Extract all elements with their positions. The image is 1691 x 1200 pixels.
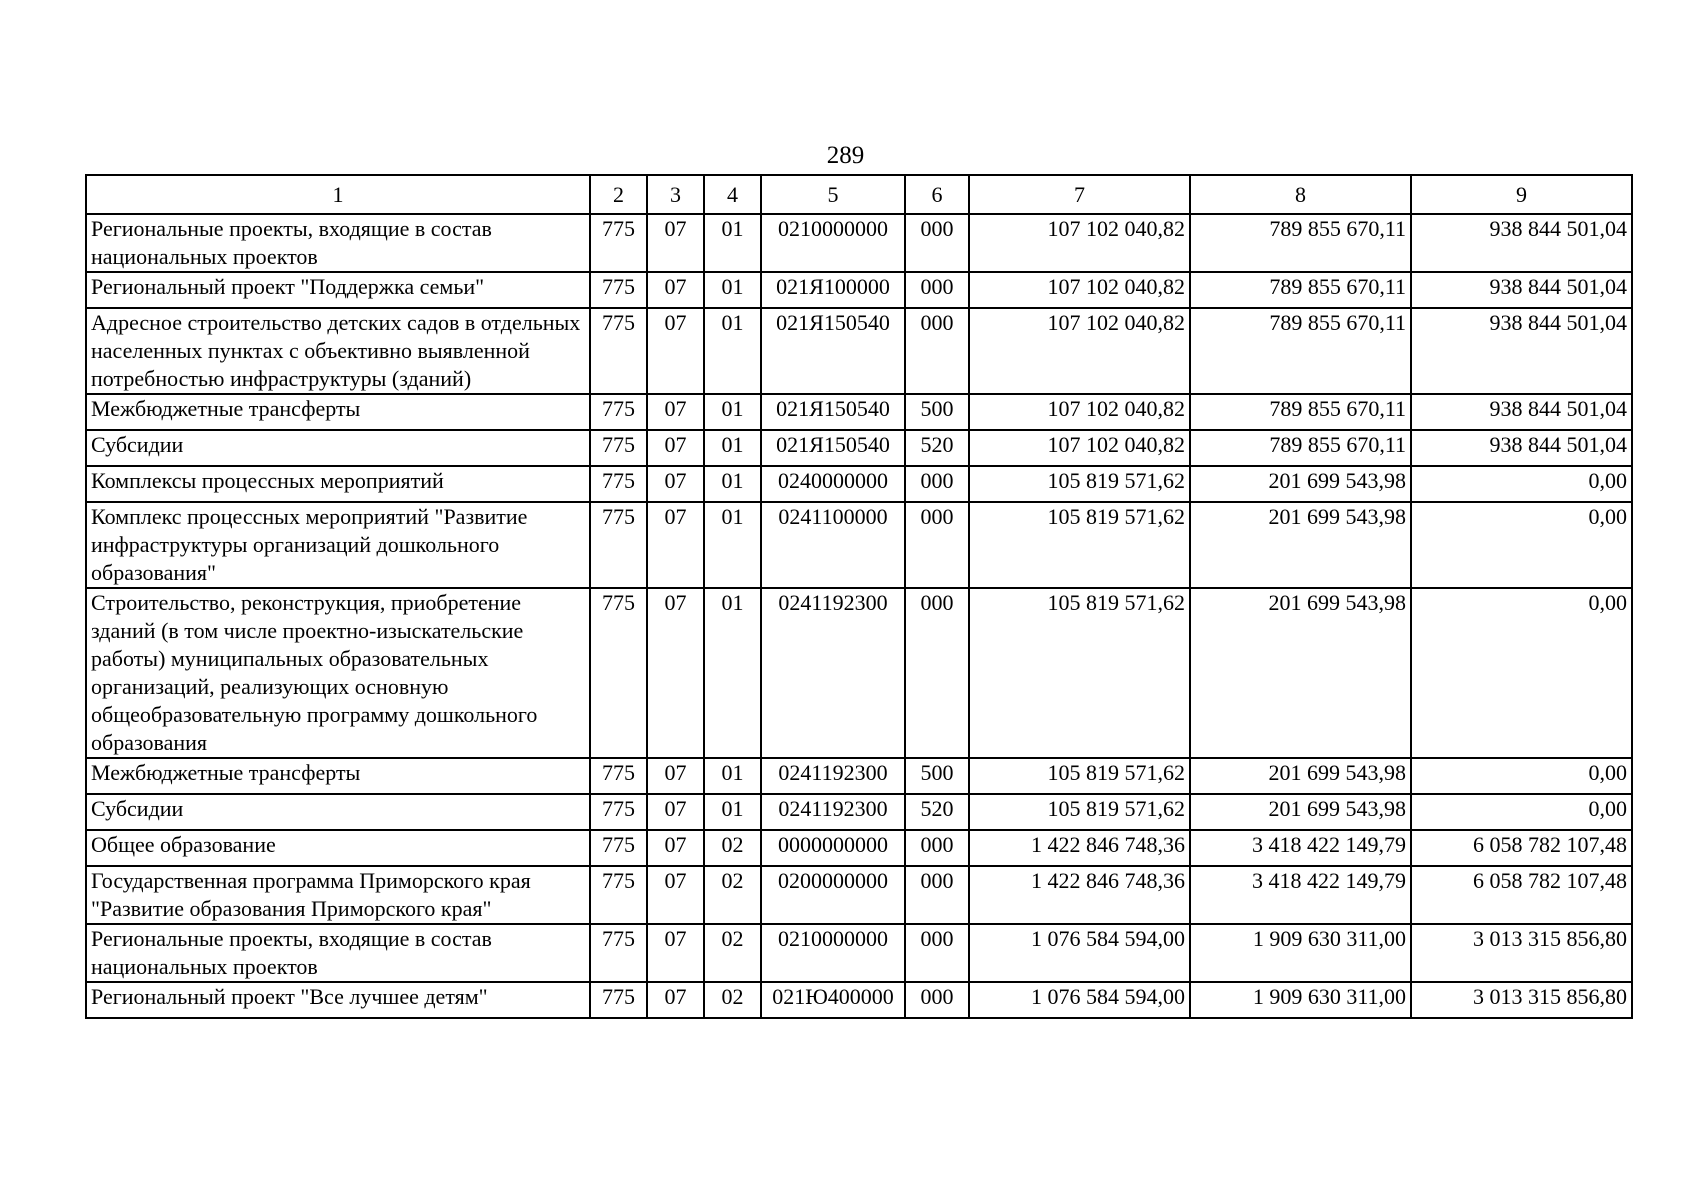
cell-target-article: 021Я100000 — [761, 272, 905, 308]
cell-subsection: 01 — [704, 308, 761, 394]
cell-ministry: 775 — [590, 502, 647, 588]
cell-amount-col9: 3 013 315 856,80 — [1411, 924, 1632, 982]
cell-ministry: 775 — [590, 272, 647, 308]
cell-ministry: 775 — [590, 214, 647, 272]
cell-target-article: 0241192300 — [761, 794, 905, 830]
cell-amount-col9: 938 844 501,04 — [1411, 214, 1632, 272]
cell-amount-col9: 0,00 — [1411, 794, 1632, 830]
cell-amount-col8: 1 909 630 311,00 — [1190, 982, 1411, 1018]
cell-amount-col7: 107 102 040,82 — [969, 308, 1190, 394]
cell-amount-col8: 789 855 670,11 — [1190, 272, 1411, 308]
cell-section: 07 — [647, 794, 704, 830]
cell-amount-col9: 0,00 — [1411, 466, 1632, 502]
cell-amount-col8: 201 699 543,98 — [1190, 588, 1411, 758]
cell-expense-type: 000 — [905, 588, 969, 758]
table-row — [86, 308, 1632, 394]
cell-amount-col9: 938 844 501,04 — [1411, 272, 1632, 308]
cell-target-article: 0000000000 — [761, 830, 905, 866]
cell-expense-type: 500 — [905, 758, 969, 794]
cell-expense-type: 000 — [905, 308, 969, 394]
cell-target-article: 021Я150540 — [761, 308, 905, 394]
cell-amount-col7: 1 422 846 748,36 — [969, 866, 1190, 924]
cell-expense-type: 000 — [905, 866, 969, 924]
cell-subsection: 02 — [704, 866, 761, 924]
cell-amount-col8: 789 855 670,11 — [1190, 214, 1411, 272]
table-row — [86, 794, 1632, 830]
cell-ministry: 775 — [590, 758, 647, 794]
row-name: Региональный проект "Все лучшее детям" — [86, 982, 590, 1018]
table-row — [86, 830, 1632, 866]
table-row — [86, 982, 1632, 1018]
cell-amount-col8: 3 418 422 149,79 — [1190, 830, 1411, 866]
cell-ministry: 775 — [590, 794, 647, 830]
cell-target-article: 0210000000 — [761, 214, 905, 272]
cell-subsection: 01 — [704, 502, 761, 588]
column-header: 7 — [969, 175, 1190, 214]
cell-ministry: 775 — [590, 466, 647, 502]
cell-subsection: 02 — [704, 924, 761, 982]
cell-ministry: 775 — [590, 982, 647, 1018]
cell-target-article: 0240000000 — [761, 466, 905, 502]
row-name: Региональные проекты, входящие в состав национальных проектов — [86, 924, 590, 982]
table-row — [86, 924, 1632, 982]
column-header: 8 — [1190, 175, 1411, 214]
table-row — [86, 214, 1632, 272]
cell-subsection: 01 — [704, 214, 761, 272]
column-header: 9 — [1411, 175, 1632, 214]
cell-amount-col8: 789 855 670,11 — [1190, 430, 1411, 466]
cell-section: 07 — [647, 502, 704, 588]
cell-subsection: 01 — [704, 466, 761, 502]
cell-amount-col8: 1 909 630 311,00 — [1190, 924, 1411, 982]
cell-amount-col9: 3 013 315 856,80 — [1411, 982, 1632, 1018]
cell-section: 07 — [647, 466, 704, 502]
cell-amount-col8: 201 699 543,98 — [1190, 466, 1411, 502]
cell-ministry: 775 — [590, 430, 647, 466]
cell-amount-col8: 789 855 670,11 — [1190, 308, 1411, 394]
column-header: 3 — [647, 175, 704, 214]
cell-subsection: 02 — [704, 830, 761, 866]
cell-section: 07 — [647, 830, 704, 866]
row-name: Комплексы процессных мероприятий — [86, 466, 590, 502]
cell-subsection: 01 — [704, 272, 761, 308]
cell-amount-col7: 107 102 040,82 — [969, 214, 1190, 272]
cell-target-article: 021Я150540 — [761, 430, 905, 466]
row-name: Региональные проекты, входящие в состав национальных проектов — [86, 214, 590, 272]
cell-amount-col9: 938 844 501,04 — [1411, 394, 1632, 430]
cell-expense-type: 000 — [905, 272, 969, 308]
cell-expense-type: 000 — [905, 466, 969, 502]
cell-section: 07 — [647, 214, 704, 272]
cell-amount-col7: 105 819 571,62 — [969, 502, 1190, 588]
row-name: Межбюджетные трансферты — [86, 394, 590, 430]
table-row — [86, 394, 1632, 430]
cell-amount-col7: 1 076 584 594,00 — [969, 982, 1190, 1018]
column-header: 6 — [905, 175, 969, 214]
cell-amount-col7: 105 819 571,62 — [969, 758, 1190, 794]
cell-amount-col7: 105 819 571,62 — [969, 466, 1190, 502]
cell-ministry: 775 — [590, 394, 647, 430]
cell-amount-col7: 107 102 040,82 — [969, 272, 1190, 308]
cell-amount-col7: 105 819 571,62 — [969, 588, 1190, 758]
cell-amount-col7: 107 102 040,82 — [969, 394, 1190, 430]
cell-target-article: 0241100000 — [761, 502, 905, 588]
cell-subsection: 01 — [704, 430, 761, 466]
cell-expense-type: 000 — [905, 502, 969, 588]
cell-amount-col8: 3 418 422 149,79 — [1190, 866, 1411, 924]
cell-amount-col8: 201 699 543,98 — [1190, 502, 1411, 588]
cell-ministry: 775 — [590, 830, 647, 866]
row-name: Адресное строительство детских садов в отдельных населенных пунктах с объективно выявленной потребностью инфраструктуры (зданий) — [86, 308, 590, 394]
column-number-row — [86, 175, 1632, 214]
cell-amount-col9: 6 058 782 107,48 — [1411, 830, 1632, 866]
cell-subsection: 01 — [704, 588, 761, 758]
row-name: Региональный проект "Поддержка семьи" — [86, 272, 590, 308]
table-row — [86, 466, 1632, 502]
cell-amount-col7: 1 422 846 748,36 — [969, 830, 1190, 866]
cell-section: 07 — [647, 866, 704, 924]
cell-subsection: 02 — [704, 982, 761, 1018]
row-name: Комплекс процессных мероприятий "Развитие инфраструктуры организаций дошкольного образования" — [86, 502, 590, 588]
cell-amount-col8: 201 699 543,98 — [1190, 794, 1411, 830]
cell-amount-col9: 0,00 — [1411, 588, 1632, 758]
table-row — [86, 866, 1632, 924]
column-header: 4 — [704, 175, 761, 214]
table-row — [86, 272, 1632, 308]
cell-section: 07 — [647, 272, 704, 308]
cell-amount-col8: 789 855 670,11 — [1190, 394, 1411, 430]
cell-section: 07 — [647, 588, 704, 758]
row-name: Субсидии — [86, 794, 590, 830]
cell-subsection: 01 — [704, 794, 761, 830]
cell-ministry: 775 — [590, 588, 647, 758]
table-row — [86, 758, 1632, 794]
cell-section: 07 — [647, 924, 704, 982]
cell-target-article: 021Я150540 — [761, 394, 905, 430]
column-header: 1 — [86, 175, 590, 214]
cell-section: 07 — [647, 430, 704, 466]
cell-amount-col8: 201 699 543,98 — [1190, 758, 1411, 794]
page-number: 289 — [826, 142, 865, 169]
cell-target-article: 0241192300 — [761, 588, 905, 758]
cell-target-article: 0200000000 — [761, 866, 905, 924]
cell-expense-type: 520 — [905, 794, 969, 830]
cell-amount-col9: 938 844 501,04 — [1411, 308, 1632, 394]
cell-target-article: 0210000000 — [761, 924, 905, 982]
budget-table — [85, 174, 1633, 1019]
cell-expense-type: 500 — [905, 394, 969, 430]
cell-ministry: 775 — [590, 924, 647, 982]
table-body — [86, 214, 1632, 1018]
row-name: Государственная программа Приморского края "Развитие образования Приморского края" — [86, 866, 590, 924]
cell-expense-type: 000 — [905, 982, 969, 1018]
cell-amount-col9: 6 058 782 107,48 — [1411, 866, 1632, 924]
cell-amount-col9: 938 844 501,04 — [1411, 430, 1632, 466]
cell-expense-type: 000 — [905, 214, 969, 272]
cell-expense-type: 000 — [905, 924, 969, 982]
cell-amount-col7: 105 819 571,62 — [969, 794, 1190, 830]
table-row — [86, 430, 1632, 466]
cell-amount-col7: 1 076 584 594,00 — [969, 924, 1190, 982]
row-name: Межбюджетные трансферты — [86, 758, 590, 794]
cell-expense-type: 520 — [905, 430, 969, 466]
cell-subsection: 01 — [704, 394, 761, 430]
cell-amount-col9: 0,00 — [1411, 502, 1632, 588]
cell-amount-col9: 0,00 — [1411, 758, 1632, 794]
column-header: 2 — [590, 175, 647, 214]
cell-ministry: 775 — [590, 866, 647, 924]
table-row — [86, 588, 1632, 758]
cell-section: 07 — [647, 982, 704, 1018]
cell-section: 07 — [647, 394, 704, 430]
row-name: Субсидии — [86, 430, 590, 466]
cell-ministry: 775 — [590, 308, 647, 394]
cell-subsection: 01 — [704, 758, 761, 794]
row-name: Общее образование — [86, 830, 590, 866]
cell-expense-type: 000 — [905, 830, 969, 866]
cell-section: 07 — [647, 758, 704, 794]
column-header: 5 — [761, 175, 905, 214]
row-name: Строительство, реконструкция, приобретение зданий (в том числе проектно-изыскательские работы) муниципальных образовательных организаций, реализующих основную общеобразовательную программу дошкольного образования — [86, 588, 590, 758]
cell-target-article: 021Ю400000 — [761, 982, 905, 1018]
cell-section: 07 — [647, 308, 704, 394]
cell-amount-col7: 107 102 040,82 — [969, 430, 1190, 466]
cell-target-article: 0241192300 — [761, 758, 905, 794]
table-row — [86, 502, 1632, 588]
